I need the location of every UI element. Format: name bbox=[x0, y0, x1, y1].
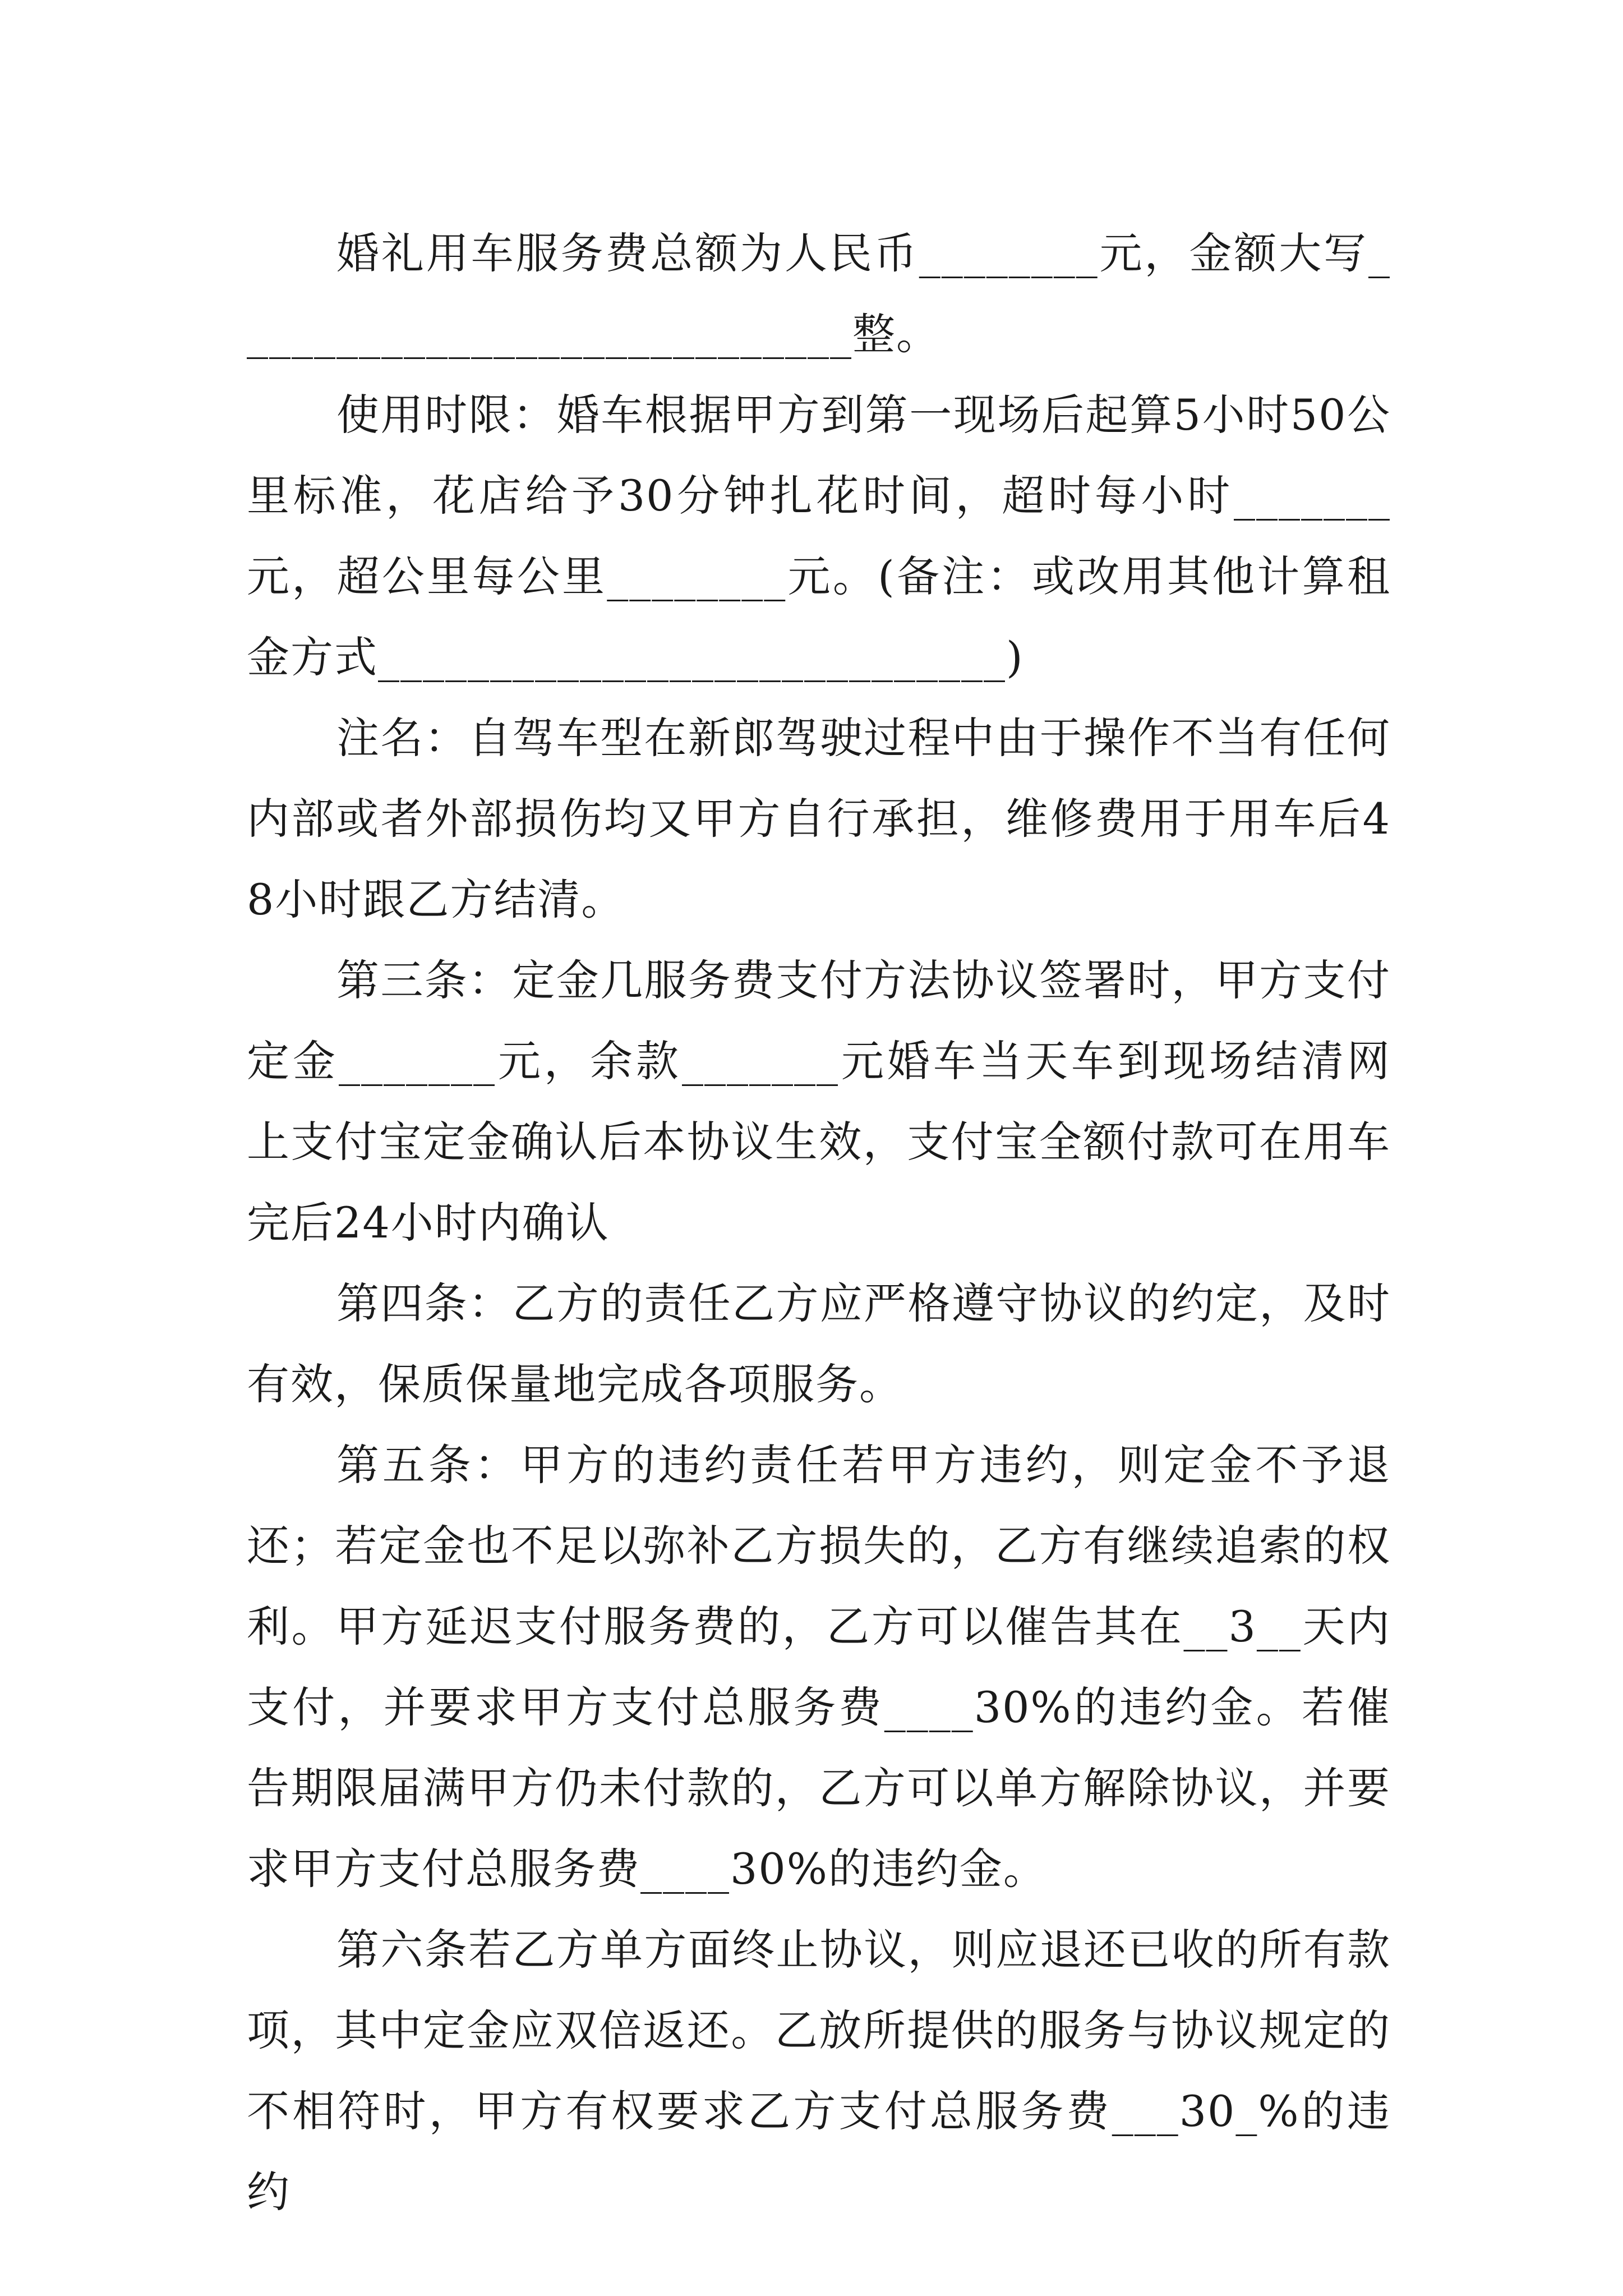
paragraph-self-drive-note: 注名：自驾车型在新郎驾驶过程中由于操作不当有任何内部或者外部损伤均又甲方自行承担，维修费用于用车后48小时跟乙方结清。 bbox=[247, 713, 1391, 924]
paragraph-article-3: 第三条：定金几服务费支付方法协议签署时，甲方支付定金_______元，余款_______元婚车当天车到现场结清网上支付宝定金确认后本协议生效，支付宝全额付款可在用车完后24小时内确认 bbox=[247, 955, 1391, 1248]
paragraph-service-fee: 婚礼用车服务费总额为人民币________元，金额大写____________________________整。 bbox=[247, 228, 1391, 359]
paragraph-usage-period: 使用时限：婚车根据甲方到第一现场后起算5小时50公里标准，花店给予30分钟扎花时间，超时每小时_______元，超公里每公里________元。(备注：或改用其他计算租金方式____________________________) bbox=[247, 390, 1391, 682]
paragraph-article-4: 第四条：乙方的责任乙方应严格遵守协议的约定，及时有效，保质保量地完成各项服务。 bbox=[247, 1278, 1391, 1409]
document-body bbox=[247, 213, 1391, 2233]
paragraph-article-5: 第五条：甲方的违约责任若甲方违约，则定金不予退还；若定金也不足以弥补乙方损失的，乙方有继续追索的权利。甲方延迟支付服务费的，乙方可以催告其在__3__天内支付，并要求甲方支付总服务费____30%的违约金。若催告期限届满甲方仍未付款的，乙方可以单方解除协议，并要求甲方支付总服务费____30%的违约金。 bbox=[247, 1440, 1391, 1894]
paragraph-article-6: 第六条若乙方单方面终止协议，则应退还已收的所有款项，其中定金应双倍返还。乙放所提供的服务与协议规定的不相符时，甲方有权要求乙方支付总服务费___30_%的违约 bbox=[247, 1925, 1391, 2217]
